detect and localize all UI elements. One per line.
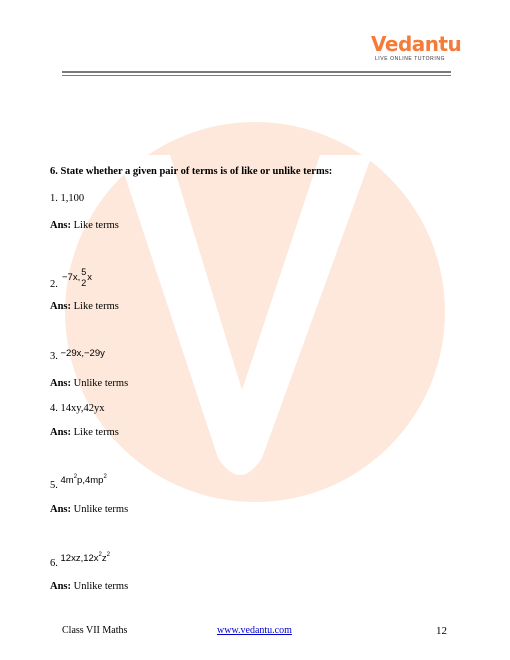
logo-wordmark: Vedantu <box>371 32 462 56</box>
term-part: z <box>101 553 107 564</box>
item-terms <box>62 267 92 288</box>
term-part: p,4mp <box>77 475 104 486</box>
item-4 <box>50 402 104 415</box>
answer-5 <box>50 503 128 516</box>
answer-text: Like terms <box>73 220 119 231</box>
exponent: 2 <box>106 552 110 558</box>
item-number: 6. <box>50 558 58 569</box>
logo-tagline: LIVE ONLINE TUTORING <box>374 56 446 62</box>
ans-label: Ans: <box>50 581 72 592</box>
header-rule <box>62 71 451 73</box>
term-a: −7x, <box>62 271 81 283</box>
answer-4 <box>50 426 119 439</box>
footer-website-link[interactable]: www.vedantu.com <box>217 625 292 636</box>
answer-2 <box>50 300 119 313</box>
item-number: 4. <box>50 403 58 414</box>
ans-label: Ans: <box>50 427 72 438</box>
item-number: 1. <box>50 193 58 204</box>
fraction <box>81 267 86 288</box>
exponent: 2 <box>98 552 102 558</box>
item-6 <box>50 554 110 570</box>
item-3 <box>50 350 105 363</box>
item-number: 5. <box>50 480 58 491</box>
item-1 <box>50 192 84 205</box>
answer-text: Unlike terms <box>73 378 129 389</box>
item-5 <box>50 476 107 492</box>
exponent: 2 <box>103 474 107 480</box>
answer-text: Unlike terms <box>73 581 129 592</box>
item-terms <box>61 553 110 564</box>
question-heading: 6. State whether a given pair of terms is of like or unlike terms: <box>50 166 333 177</box>
fraction-numerator: 5 <box>81 267 87 277</box>
footer-course: Class VII Maths <box>62 625 128 636</box>
header-rule-thin <box>62 75 451 76</box>
item-number: 3. <box>50 351 58 362</box>
answer-text: Like terms <box>73 427 119 438</box>
term-b: x <box>87 271 92 283</box>
item-number: 2. <box>50 279 58 290</box>
answer-3 <box>50 377 128 390</box>
answer-1 <box>50 219 119 232</box>
page-number: 12 <box>436 625 447 637</box>
fraction-denominator: 2 <box>81 278 87 288</box>
ans-label: Ans: <box>50 378 72 389</box>
vedantu-logo <box>371 32 462 62</box>
term-part: 4m <box>60 475 74 486</box>
term-part: 12xz,12x <box>60 553 99 564</box>
item-terms: 14xy,42yx <box>60 403 105 414</box>
ans-label: Ans: <box>50 301 72 312</box>
answer-text: Like terms <box>73 301 119 312</box>
ans-label: Ans: <box>50 220 72 231</box>
exponent: 2 <box>73 474 78 480</box>
ans-label: Ans: <box>50 504 72 515</box>
item-terms: 1,100 <box>60 193 85 204</box>
answer-text: Unlike terms <box>73 504 129 515</box>
answer-6 <box>50 580 128 593</box>
item-terms: −29x,−29y <box>60 348 105 359</box>
item-terms <box>61 475 107 486</box>
